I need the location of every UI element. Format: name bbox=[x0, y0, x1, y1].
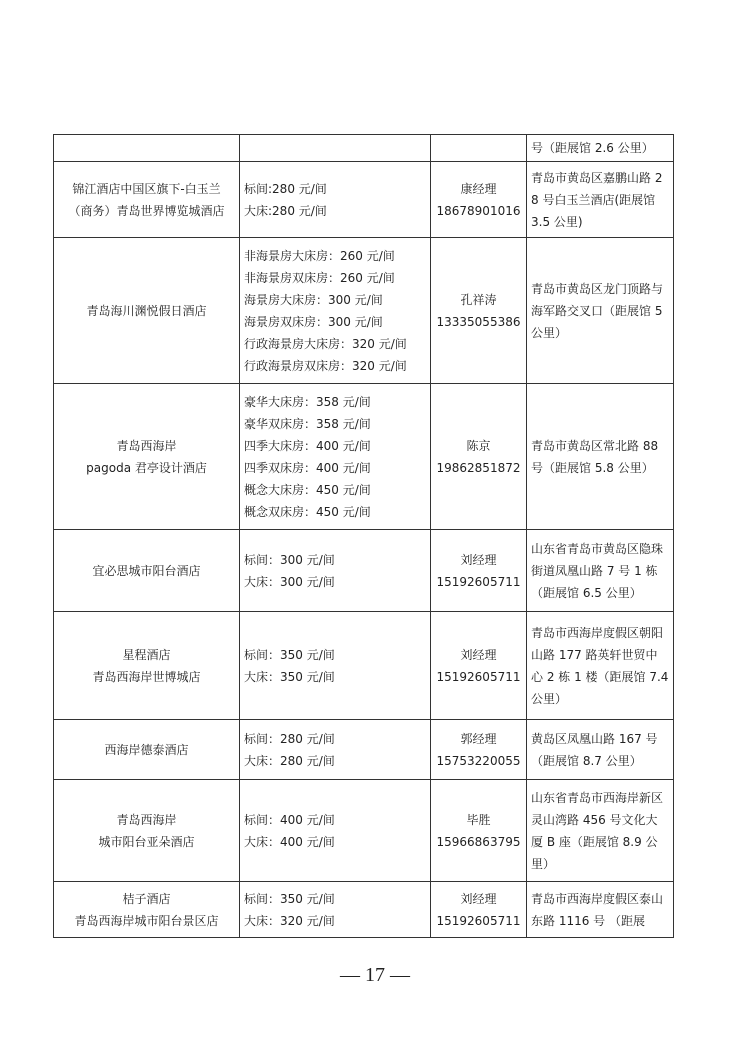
room-price: 四季双床房：400 元/间 bbox=[244, 460, 371, 475]
hotel-name: 青岛西海岸城市阳台景区店 bbox=[74, 913, 219, 928]
contact-name: 刘经理 bbox=[460, 891, 497, 906]
address-cell: 黄岛区凤凰山路 167 号（距展馆 8.7 公里） bbox=[527, 720, 674, 780]
contact-phone: 15966863795 bbox=[436, 834, 521, 849]
room-price: 大床：400 元/间 bbox=[244, 834, 335, 849]
table-row bbox=[54, 780, 674, 882]
price-cell bbox=[240, 882, 431, 938]
room-price: 行政海景房大床房：320 元/间 bbox=[244, 336, 407, 351]
hotel-name: 青岛海川渊悦假日酒店 bbox=[86, 303, 207, 318]
room-price: 标间：280 元/间 bbox=[244, 731, 335, 746]
price-cell bbox=[240, 384, 431, 530]
table-row bbox=[54, 384, 674, 530]
room-price: 豪华大床房：358 元/间 bbox=[244, 394, 371, 409]
hotel-name: 西海岸德泰酒店 bbox=[104, 742, 189, 757]
room-price: 海景房大床房：300 元/间 bbox=[244, 292, 383, 307]
table-row bbox=[54, 612, 674, 720]
room-price: 标间:280 元/间 bbox=[244, 181, 327, 196]
contact-phone: 15192605711 bbox=[436, 913, 521, 928]
price-cell bbox=[240, 162, 431, 238]
room-price: 四季大床房：400 元/间 bbox=[244, 438, 371, 453]
contact-name: 毕胜 bbox=[466, 812, 491, 827]
hotel-name: 宜必思城市阳台酒店 bbox=[92, 563, 201, 578]
contact-name: 刘经理 bbox=[460, 552, 497, 567]
price-cell bbox=[240, 238, 431, 384]
contact-cell bbox=[431, 780, 527, 882]
hotel-name-cell bbox=[54, 384, 240, 530]
hotel-name: 城市阳台亚朵酒店 bbox=[98, 834, 195, 849]
room-price: 大床:280 元/间 bbox=[244, 203, 327, 218]
contact-phone: 19862851872 bbox=[436, 460, 521, 475]
contact-phone: 15753220055 bbox=[436, 753, 521, 768]
price-cell bbox=[240, 530, 431, 612]
hotel-name-cell bbox=[54, 238, 240, 384]
address-cell: 青岛市黄岛区常北路 88 号（距展馆 5.8 公里） bbox=[527, 384, 674, 530]
room-price: 大床：300 元/间 bbox=[244, 574, 335, 589]
room-price: 大床：280 元/间 bbox=[244, 753, 335, 768]
address-cell: 青岛市西海岸度假区朝阳山路 177 路英轩世贸中心 2 栋 1 楼（距展馆 7.4 公里） bbox=[527, 612, 674, 720]
table-row bbox=[54, 162, 674, 238]
address-cell: 号（距展馆 2.6 公里） bbox=[527, 135, 674, 162]
room-price: 概念双床房：450 元/间 bbox=[244, 504, 371, 519]
room-price: 豪华双床房：358 元/间 bbox=[244, 416, 371, 431]
contact-phone: 15192605711 bbox=[436, 574, 521, 589]
contact-name: 陈京 bbox=[466, 438, 491, 453]
table-row bbox=[54, 720, 674, 780]
room-price: 标间：350 元/间 bbox=[244, 891, 335, 906]
contact-phone: 18678901016 bbox=[436, 203, 521, 218]
contact-cell bbox=[431, 720, 527, 780]
address-cell: 山东省青岛市西海岸新区灵山湾路 456 号文化大厦 B 座（距展馆 8.9 公里） bbox=[527, 780, 674, 882]
room-price: 海景房双床房：300 元/间 bbox=[244, 314, 383, 329]
page-number: — 17 — bbox=[340, 964, 410, 986]
room-price: 大床：350 元/间 bbox=[244, 669, 335, 684]
table-row bbox=[54, 238, 674, 384]
hotel-name: 星程酒店 bbox=[122, 647, 171, 662]
address-cell: 青岛市西海岸度假区泰山东路 1116 号 （距展 bbox=[527, 882, 674, 938]
hotel-name-cell bbox=[54, 882, 240, 938]
price-cell bbox=[240, 135, 431, 162]
contact-name: 郭经理 bbox=[460, 731, 497, 746]
hotel-name-cell bbox=[54, 720, 240, 780]
contact-cell bbox=[431, 882, 527, 938]
room-price: 标间：350 元/间 bbox=[244, 647, 335, 662]
contact-name: 刘经理 bbox=[460, 647, 497, 662]
room-price: 标间：300 元/间 bbox=[244, 552, 335, 567]
price-cell bbox=[240, 720, 431, 780]
contact-name: 孔祥涛 bbox=[460, 292, 497, 307]
contact-name: 康经理 bbox=[460, 181, 497, 196]
hotel-name: pagoda 君亭设计酒店 bbox=[86, 460, 207, 475]
hotel-name-cell bbox=[54, 780, 240, 882]
room-price: 行政海景房双床房：320 元/间 bbox=[244, 358, 407, 373]
hotel-name: 青岛西海岸世博城店 bbox=[92, 669, 201, 684]
hotel-name-cell bbox=[54, 530, 240, 612]
contact-phone: 15192605711 bbox=[436, 669, 521, 684]
price-cell bbox=[240, 612, 431, 720]
hotel-name: 青岛西海岸 bbox=[116, 812, 177, 827]
contact-cell bbox=[431, 530, 527, 612]
contact-cell bbox=[431, 238, 527, 384]
address-cell: 山东省青岛市黄岛区隐珠街道凤凰山路 7 号 1 栋（距展馆 6.5 公里） bbox=[527, 530, 674, 612]
contact-cell bbox=[431, 612, 527, 720]
hotel-name: 桔子酒店 bbox=[122, 891, 171, 906]
contact-cell bbox=[431, 162, 527, 238]
address-cell: 青岛市黄岛区龙门顶路与海军路交叉口（距展馆 5 公里） bbox=[527, 238, 674, 384]
room-price: 标间：400 元/间 bbox=[244, 812, 335, 827]
hotel-table bbox=[53, 134, 674, 938]
address-cell: 青岛市黄岛区嘉鹏山路 28 号白玉兰酒店(距展馆 3.5 公里) bbox=[527, 162, 674, 238]
room-price: 非海景房大床房：260 元/间 bbox=[244, 248, 395, 263]
table-row bbox=[54, 882, 674, 938]
hotel-name-cell bbox=[54, 162, 240, 238]
hotel-name: （商务）青岛世界博览城酒店 bbox=[68, 203, 225, 218]
table-row-continued bbox=[54, 135, 674, 162]
contact-cell bbox=[431, 135, 527, 162]
contact-cell bbox=[431, 384, 527, 530]
room-price: 概念大床房：450 元/间 bbox=[244, 482, 371, 497]
room-price: 大床：320 元/间 bbox=[244, 913, 335, 928]
hotel-name: 锦江酒店中国区旗下-白玉兰 bbox=[72, 181, 221, 196]
room-price: 非海景房双床房：260 元/间 bbox=[244, 270, 395, 285]
hotel-name-cell bbox=[54, 135, 240, 162]
hotel-name: 青岛西海岸 bbox=[116, 438, 177, 453]
contact-phone: 13335055386 bbox=[436, 314, 521, 329]
table-row bbox=[54, 530, 674, 612]
hotel-name-cell bbox=[54, 612, 240, 720]
price-cell bbox=[240, 780, 431, 882]
